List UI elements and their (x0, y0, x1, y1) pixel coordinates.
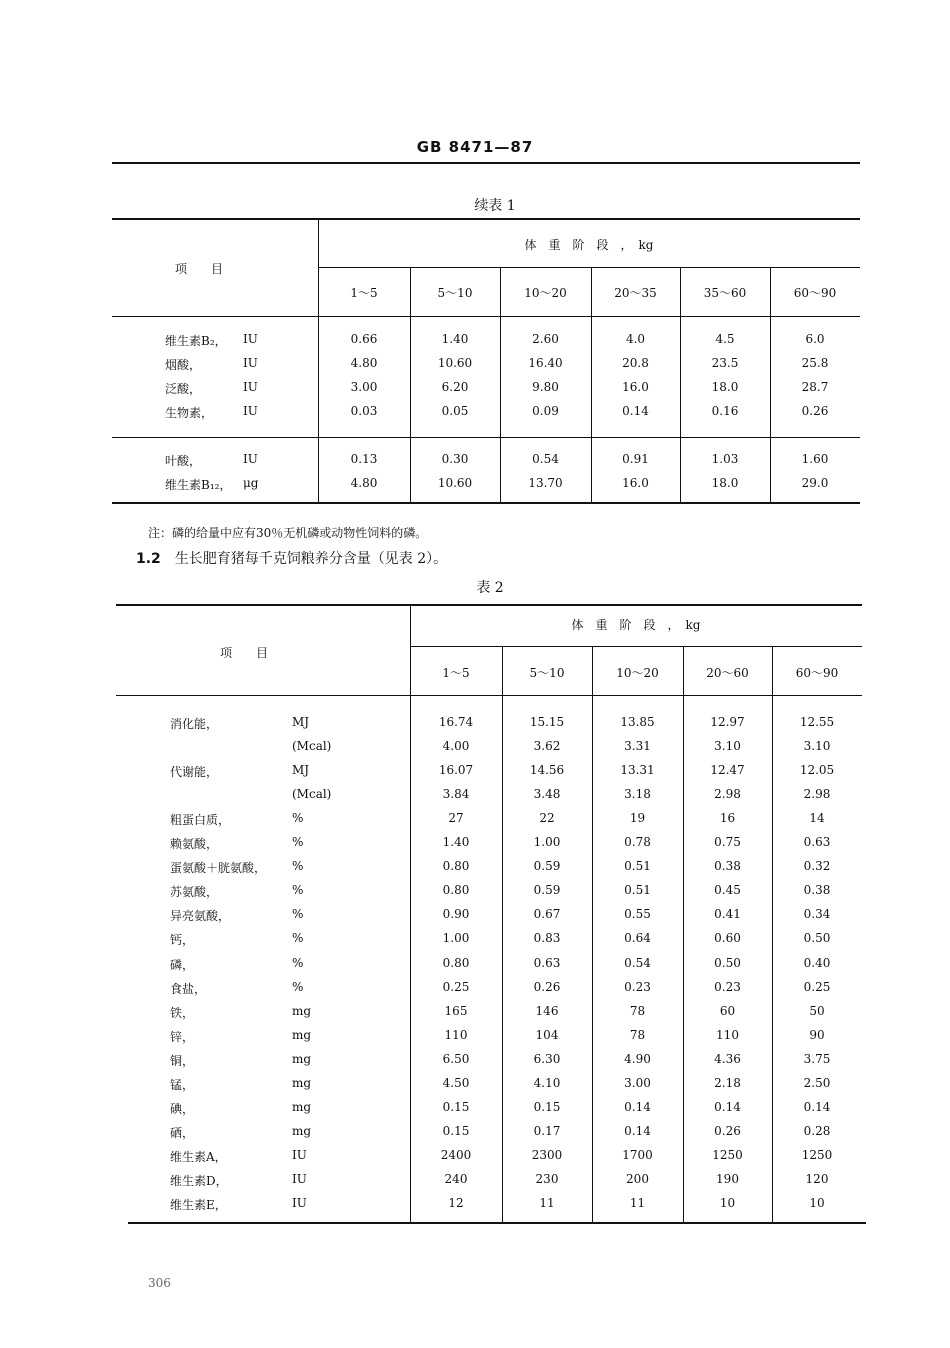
table2-row-unit: mg (292, 1052, 312, 1066)
table2-column-header: 20～60 (706, 666, 749, 680)
table2-cell: 2300 (531, 1148, 563, 1162)
table1-top-rule (112, 218, 860, 220)
table2-cell: 3.18 (624, 787, 651, 801)
table2-cell: 0.67 (533, 907, 561, 921)
table2-row-unit: % (292, 956, 304, 970)
table1-cell: 0.54 (532, 452, 559, 466)
table2-cell: 15.15 (529, 715, 565, 729)
table1-row-label: 泛酸， (165, 382, 202, 396)
table2-cell: 110 (444, 1028, 468, 1042)
table2-cell: 3.75 (803, 1052, 831, 1066)
table1-cell: 16.0 (622, 380, 649, 394)
table1-caption: 续表 1 (474, 198, 516, 214)
table1-cell: 13.70 (528, 476, 563, 490)
table2-cell: 1250 (712, 1148, 743, 1162)
table2-row-unit: IU (292, 1148, 307, 1162)
table1-note: 注：磷的给量中应有30％无机磷或动物性饲料的磷。 (148, 526, 428, 540)
table2-header-rule (410, 646, 862, 647)
table1-cell: 10.60 (437, 476, 473, 490)
table2-cell: 27 (448, 811, 464, 825)
table2-cell: 0.38 (803, 883, 831, 897)
table2-cell: 1.00 (533, 835, 561, 849)
table2-cell: 2.98 (714, 787, 741, 801)
table2-cell: 11 (539, 1196, 555, 1210)
table1-row-label: 生物素， (165, 406, 214, 420)
table2-cell: 4.50 (442, 1076, 470, 1090)
table2-row-unit: % (292, 835, 304, 849)
table2-cell: 0.75 (714, 835, 741, 849)
table2-cell: 4.36 (714, 1052, 741, 1066)
table2-cell: 0.26 (533, 980, 561, 994)
table2-cell: 0.26 (714, 1124, 741, 1138)
table2-cell: 1.40 (442, 835, 470, 849)
table1-cell: 20.8 (622, 356, 649, 370)
table2-cell: 14.56 (529, 763, 565, 777)
table2-cell: 3.31 (624, 739, 651, 753)
table2-cell: 0.55 (624, 907, 651, 921)
table2-cell: 4.00 (442, 739, 470, 753)
table2-cell: 0.17 (533, 1124, 561, 1138)
table2-column-header: 10～20 (616, 666, 659, 680)
table1-cell: 4.80 (350, 476, 378, 490)
table2-row-unit: (Mcal) (292, 739, 332, 753)
table1-cell: 0.09 (532, 404, 559, 418)
table2-row-label: 食盐， (170, 982, 207, 996)
table2-cell: 0.63 (803, 835, 831, 849)
table2-row-label: 粗蛋白质， (170, 813, 231, 827)
table1-cell: 3.00 (350, 380, 378, 394)
table2-column-header: 1～5 (442, 666, 470, 680)
table2-column-header: 60～90 (795, 666, 839, 680)
table2-cell: 0.15 (533, 1100, 561, 1114)
table2-header-bottom-rule (116, 695, 862, 696)
table1-cell: 0.03 (350, 404, 378, 418)
table2-item-header: 项 目 (220, 646, 269, 660)
table2-row-unit: MJ (292, 763, 310, 777)
table2-row-label: 铜， (170, 1054, 195, 1068)
table2-cell: 0.25 (442, 980, 470, 994)
table2-cell: 3.84 (442, 787, 470, 801)
table2-cell: 10 (809, 1196, 825, 1210)
table2-cell: 0.80 (442, 883, 470, 897)
table1-cell: 16.0 (622, 476, 649, 490)
table2-caption: 表 2 (476, 580, 504, 596)
table2-row-unit: % (292, 931, 304, 945)
table2-cell: 0.15 (442, 1124, 470, 1138)
table2-row-unit: % (292, 859, 304, 873)
table1-row-label: 叶酸， (165, 454, 202, 468)
table2-cell: 146 (535, 1004, 559, 1018)
table2-row-unit: (Mcal) (292, 787, 332, 801)
table2-cell: 0.51 (624, 883, 651, 897)
table1-cell: 0.26 (801, 404, 829, 418)
table1-weight-header: 体 重 阶 段 ， kg (524, 238, 654, 252)
table2-cell: 6.30 (533, 1052, 561, 1066)
table2-cell: 0.14 (714, 1100, 741, 1114)
table1-cell: 23.5 (711, 356, 739, 370)
table2-cell: 0.14 (624, 1100, 651, 1114)
table1-row-label: 烟酸， (165, 358, 202, 372)
table1-cell: 18.0 (711, 476, 739, 490)
table2-cell: 0.50 (803, 931, 831, 945)
table2-cell: 1700 (622, 1148, 653, 1162)
table2-cell: 0.50 (714, 956, 741, 970)
table2-cell: 6.50 (442, 1052, 470, 1066)
table2-row-unit: % (292, 883, 304, 897)
table2-row-unit: IU (292, 1172, 307, 1186)
table2-cell: 0.41 (714, 907, 741, 921)
table1-row-unit: IU (243, 356, 258, 370)
table2-cell: 19 (629, 811, 646, 825)
table2-cell: 2400 (440, 1148, 472, 1162)
table1-row-unit: IU (243, 452, 258, 466)
table2-cell: 12.97 (710, 715, 745, 729)
table2-cell: 190 (716, 1172, 739, 1186)
table1-cell: 2.60 (532, 332, 559, 346)
table2-row-label: 钙， (170, 933, 195, 947)
table2-cell: 60 (719, 1004, 736, 1018)
table1-header-rule (318, 267, 860, 268)
table2-cell: 16.07 (438, 763, 474, 777)
table2-cell: 78 (629, 1028, 646, 1042)
table2-cell: 16 (719, 811, 736, 825)
table2-cell: 0.34 (803, 907, 831, 921)
table1-cell: 18.0 (711, 380, 739, 394)
table1-column-header: 35～60 (703, 286, 747, 300)
table2-cell: 22 (539, 811, 555, 825)
table2-cell: 50 (809, 1004, 825, 1018)
table2-column-header: 5～10 (529, 666, 565, 680)
table2-cell: 0.23 (714, 980, 741, 994)
table2-weight-header: 体 重 阶 段 ， kg (571, 618, 701, 632)
table2-row-label: 代谢能， (170, 765, 219, 779)
table2-row-label: 消化能， (170, 717, 219, 731)
table2-cell: 10 (719, 1196, 736, 1210)
table2-row-label: 硒， (170, 1126, 195, 1140)
table2-row-unit: IU (292, 1196, 307, 1210)
table2-cell: 0.64 (624, 931, 651, 945)
table2-cell: 12 (448, 1196, 464, 1210)
table2-cell: 3.00 (624, 1076, 651, 1090)
table2-cell: 0.14 (803, 1100, 831, 1114)
table2-cell: 3.48 (533, 787, 561, 801)
table2-row-unit: % (292, 811, 304, 825)
table1-cell: 0.05 (441, 404, 469, 418)
table1-row-label: 维生素B₁₂， (165, 478, 232, 492)
table2-cell: 0.40 (803, 956, 831, 970)
table2-cell: 13.85 (620, 715, 655, 729)
table2-cell: 0.54 (624, 956, 651, 970)
table2-cell: 1.00 (442, 931, 470, 945)
table1-cell: 0.13 (350, 452, 378, 466)
page-number: 306 (148, 1276, 171, 1290)
table1-cell: 0.91 (622, 452, 649, 466)
table2-row-label: 锰， (170, 1078, 195, 1092)
table2-cell: 4.90 (624, 1052, 651, 1066)
table2-cell: 3.10 (714, 739, 741, 753)
table2-cell: 90 (809, 1028, 825, 1042)
table2-cell: 13.31 (620, 763, 655, 777)
table2-row-unit: % (292, 980, 304, 994)
table1-cell: 0.30 (441, 452, 469, 466)
table2-row-label: 苏氨酸， (170, 885, 219, 899)
table2-cell: 0.15 (442, 1100, 470, 1114)
table1-cell: 6.0 (805, 332, 825, 346)
table2-cell: 165 (444, 1004, 468, 1018)
table1-column-header: 1～5 (350, 286, 378, 300)
table2-cell: 104 (535, 1028, 559, 1042)
section-number: 1.2 (136, 551, 161, 567)
table2-cell: 12.05 (799, 763, 835, 777)
section-heading (136, 548, 447, 568)
table2-cell: 0.25 (803, 980, 831, 994)
table2-cell: 0.28 (803, 1124, 831, 1138)
table2-row-label: 维生素E， (170, 1198, 227, 1212)
table2-cell: 0.32 (803, 859, 831, 873)
table2-cell: 0.45 (714, 883, 741, 897)
table2-cell: 14 (809, 811, 825, 825)
table1-cell: 16.40 (528, 356, 563, 370)
table2-cell: 0.63 (533, 956, 561, 970)
table2-cell: 1250 (801, 1148, 833, 1162)
table2-cell: 12.47 (710, 763, 745, 777)
table2-row-label: 赖氨酸， (170, 837, 219, 851)
table2-row-unit: mg (292, 1004, 312, 1018)
table2-row-unit: mg (292, 1076, 312, 1090)
table2-cell: 16.74 (438, 715, 474, 729)
table2-cell: 2.98 (803, 787, 831, 801)
table1-cell: 4.0 (625, 332, 646, 346)
table2-row-label: 碘， (170, 1102, 195, 1116)
table1-bottom-rule (112, 502, 860, 504)
table1-cell: 9.80 (532, 380, 559, 394)
table2-cell: 0.80 (442, 859, 470, 873)
table2-cell: 0.38 (714, 859, 741, 873)
table1-cell: 1.60 (801, 452, 829, 466)
table2-row-label: 锌， (170, 1030, 195, 1044)
table2-row-unit: MJ (292, 715, 310, 729)
table2-cell: 0.60 (714, 931, 741, 945)
table2-cell: 0.80 (442, 956, 470, 970)
document-code: GB 8471—87 (416, 138, 534, 156)
header-rule (112, 162, 860, 164)
table2-row-unit: mg (292, 1124, 312, 1138)
table1-column-header: 10～20 (524, 286, 567, 300)
table2-row-label: 维生素A， (170, 1150, 227, 1164)
table2-row-label: 磷， (170, 958, 195, 972)
table1-cell: 0.14 (622, 404, 649, 418)
section-title: 生长肥育猪每千克饲粮养分含量（见表 2）。 (174, 551, 448, 567)
table2-cell: 0.78 (624, 835, 651, 849)
table1-cell: 10.60 (437, 356, 473, 370)
table1-row-label: 维生素B₂， (165, 334, 227, 348)
table1-row-unit: IU (243, 332, 258, 346)
table1-cell: 0.66 (350, 332, 378, 346)
table1-group-rule (112, 437, 860, 438)
table1-cell: 4.5 (715, 332, 735, 346)
table1-column-header: 20～35 (614, 286, 657, 300)
table1-cell: 0.16 (711, 404, 739, 418)
table2-row-label: 维生素D， (170, 1174, 228, 1188)
table2-row-unit: mg (292, 1028, 312, 1042)
table2-top-rule (116, 604, 862, 606)
table2-cell: 12.55 (799, 715, 835, 729)
table2-cell: 2.18 (714, 1076, 741, 1090)
table1-cell: 28.7 (801, 380, 829, 394)
table2-cell: 110 (716, 1028, 739, 1042)
table2-row-label: 蛋氨酸＋胱氨酸， (170, 861, 267, 875)
table2-cell: 0.59 (533, 859, 561, 873)
table1-cell: 25.8 (801, 356, 829, 370)
table2-cell: 4.10 (533, 1076, 561, 1090)
table2-row-unit: mg (292, 1100, 312, 1114)
table2-cell: 240 (444, 1172, 468, 1186)
table2-row-label: 异亮氨酸， (170, 909, 231, 923)
table2-cell: 3.62 (533, 739, 561, 753)
table2-cell: 0.14 (624, 1124, 651, 1138)
table2-cell: 78 (629, 1004, 646, 1018)
table1-cell: 1.40 (441, 332, 469, 346)
table2-row-unit: % (292, 907, 304, 921)
table1-cell: 1.03 (711, 452, 739, 466)
table2-bottom-rule (128, 1222, 866, 1224)
table2-cell: 0.59 (533, 883, 561, 897)
table2-cell: 3.10 (803, 739, 831, 753)
table2-cell: 120 (805, 1172, 829, 1186)
table1-cell: 4.80 (350, 356, 378, 370)
table1-row-unit: μg (243, 476, 259, 490)
table2-cell: 200 (626, 1172, 649, 1186)
table1-column-header: 5～10 (437, 286, 473, 300)
table2-cell: 230 (535, 1172, 559, 1186)
table2-cell: 0.51 (624, 859, 651, 873)
table2-cell: 0.83 (533, 931, 561, 945)
table1-item-header: 项 目 (175, 262, 224, 276)
table2-cell: 0.90 (442, 907, 470, 921)
table1-column-header: 60～90 (793, 286, 837, 300)
table2-cell: 2.50 (803, 1076, 831, 1090)
table2-row-label: 铁， (170, 1006, 195, 1020)
table2-cell: 11 (629, 1196, 646, 1210)
table1-row-unit: IU (243, 404, 258, 418)
table1-header-bottom-rule (112, 316, 860, 317)
table1-row-unit: IU (243, 380, 258, 394)
table1-cell: 6.20 (441, 380, 469, 394)
table2-cell: 0.23 (624, 980, 651, 994)
table1-cell: 29.0 (801, 476, 829, 490)
